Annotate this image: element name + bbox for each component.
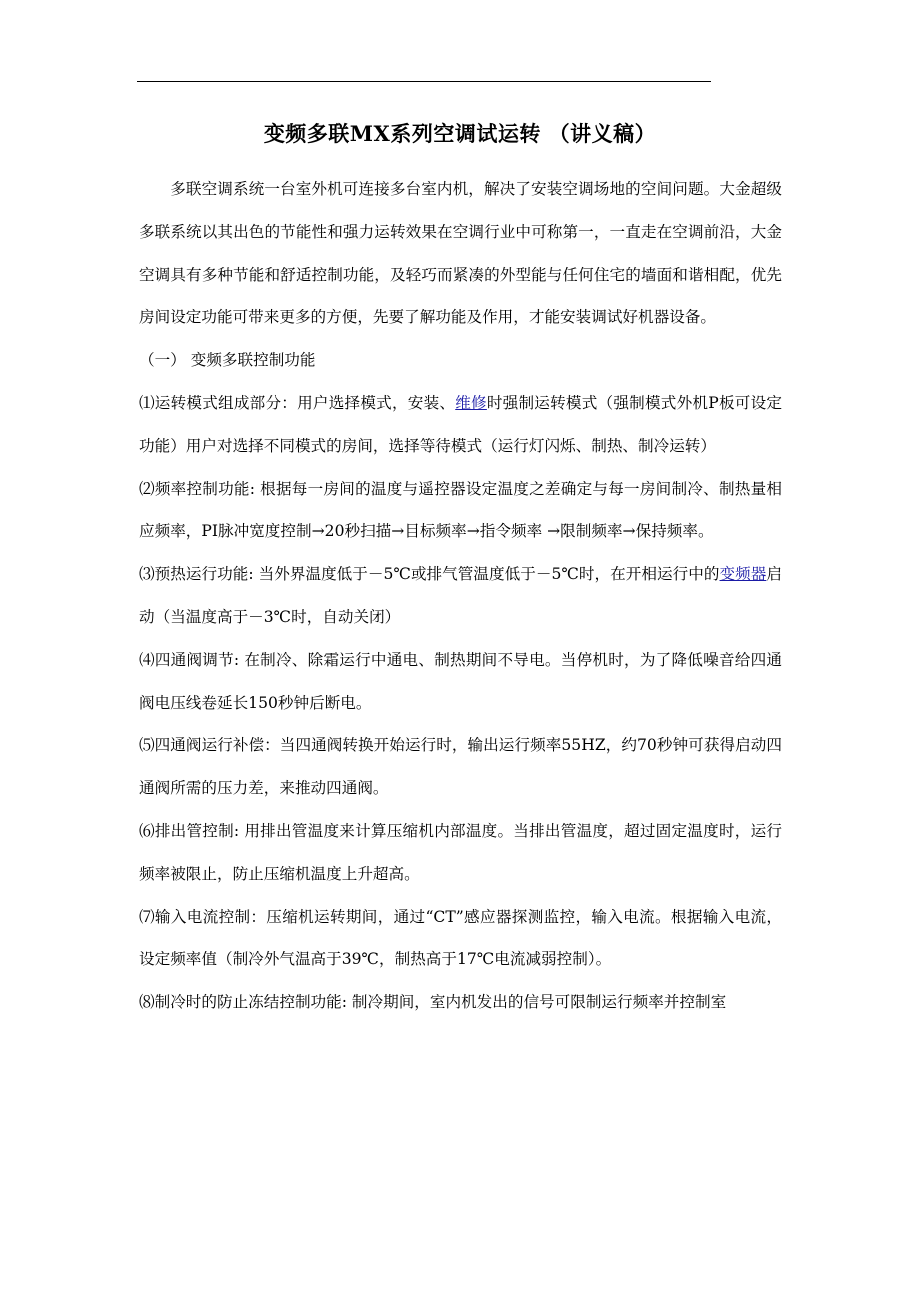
intro-paragraph: 多联空调系统一台室外机可连接多台室内机，解决了安装空调场地的空间问题。大金超级多联系统以其出色的节能性和强力运转效果在空调行业中可称第一，一直走在空调前沿，大金空调具有多种节能和舒适控制功能，及轻巧而紧凑的外型能与任何住宅的墙面和谐相配，优先房间设定功能可带来更多的方便，先要了解功能及作用，才能安装调试好机器设备。 — [139, 180, 782, 327]
item-text: 启动（当温度高于－3℃时，自动关闭） — [139, 565, 782, 626]
list-item — [139, 468, 782, 554]
item-text: ⑵频率控制功能: 根据每一房间的温度与遥控器设定温度之差确定与每一房间制冷、制热量相应频率，PI脉冲宽度控制→20秒扫描→目标频率→指令频率 →限制频率→保持频率。 — [139, 479, 782, 541]
header-rule — [137, 81, 711, 82]
list-item — [139, 810, 782, 896]
link-inverter[interactable]: 变频器 — [719, 565, 767, 584]
list-item — [139, 553, 782, 639]
list-item — [139, 981, 782, 1024]
list-item — [139, 382, 782, 468]
document-title: 变频多联MX系列空调试运转 （讲义稿） — [263, 121, 657, 146]
item-text: ⑻制冷时的防止冻结控制功能: 制冷期间，室内机发出的信号可限制运行频率并控制室 — [139, 993, 727, 1012]
item-text: ⑹排出管控制: 用排出管温度来计算压缩机内部温度。当排出管温度，超过固定温度时，运行频率被限止，防止压缩机温度上升超高。 — [139, 821, 782, 883]
item-text: ⑺输入电流控制：压缩机运转期间，通过“CT”感应器探测监控，输入电流。根据输入电流，设定频率值（制冷外气温高于39℃，制热高于17℃电流减弱控制）。 — [139, 907, 782, 969]
list-item — [139, 896, 782, 982]
section-heading: （一） 变频多联控制功能 — [139, 351, 316, 370]
item-text: ⑸四通阀运行补偿：当四通阀转换开始运行时，输出运行频率55HZ，约70秒钟可获得启动四通阀所需的压力差，来推动四通阀。 — [139, 736, 782, 798]
link-repair[interactable]: 维修 — [455, 393, 487, 412]
document-body — [139, 168, 782, 1024]
list-item — [139, 724, 782, 810]
item-text: ⑶预热运行功能: 当外界温度低于－5℃或排气管温度低于－5℃时，在开相运行中的 — [139, 565, 720, 584]
list-item — [139, 639, 782, 725]
item-text: ⑷四通阀调节: 在制冷、除霜运行中通电、制热期间不导电。当停机时，为了降低噪音给四通阀电压线卷延长150秒钟后断电。 — [139, 650, 782, 712]
item-text: 时强制运转模式（强制模式外机P板可设定功能）用户对选择不同模式的房间，选择等待模式（运行灯闪烁、制热、制冷运转） — [139, 393, 782, 455]
item-text: ⑴运转模式组成部分：用户选择模式，安装、 — [139, 393, 456, 412]
